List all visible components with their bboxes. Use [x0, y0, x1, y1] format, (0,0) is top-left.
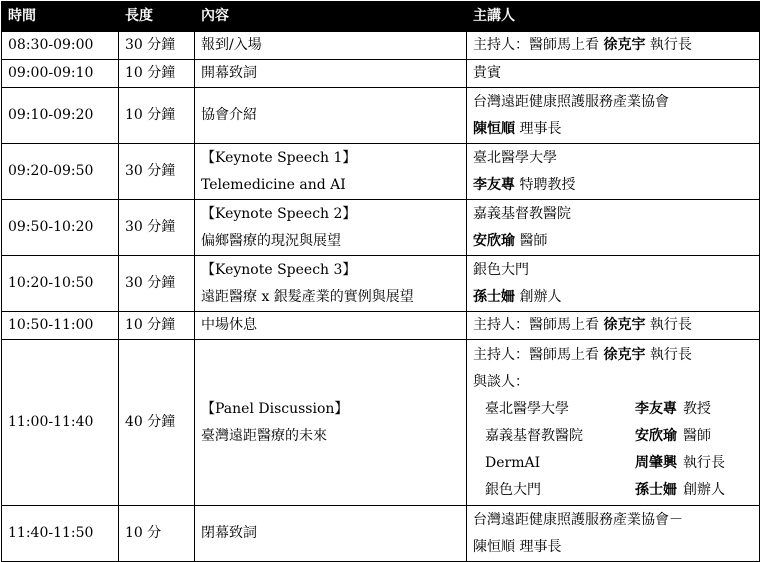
- content-cell: [195, 200, 467, 256]
- speaker-cell: [467, 144, 760, 200]
- panelist: [473, 396, 753, 423]
- speaker-cell: [467, 340, 760, 506]
- host-prefix: 主持人：醫師馬上看: [473, 37, 604, 53]
- duration-cell: 30 分鐘: [119, 256, 195, 312]
- content-cell: [195, 144, 467, 200]
- speaker-org: 嘉義基督教醫院: [473, 205, 571, 222]
- duration-cell: 10 分: [119, 506, 195, 562]
- content-line: 中場休息: [201, 317, 257, 333]
- panelist-name: 安欣瑜: [635, 427, 677, 444]
- session-label: 【Keynote Speech 3】: [201, 261, 357, 278]
- speaker-org: 銀色大門: [473, 261, 529, 278]
- content-cell: [195, 256, 467, 312]
- duration-cell: 10 分鐘: [119, 312, 195, 340]
- speaker-title: 醫師: [515, 232, 548, 249]
- table-row: [2, 256, 760, 312]
- speaker-name: 陳恒順: [473, 120, 515, 137]
- speaker-org: 臺北醫學大學: [473, 149, 557, 166]
- speaker-title: 執行長: [645, 37, 692, 53]
- speaker-cell: [467, 506, 760, 562]
- table-row: [2, 32, 760, 60]
- content-cell: [195, 32, 467, 60]
- panelist-org: 嘉義基督教醫院: [485, 427, 583, 444]
- speaker-cell: [467, 32, 760, 60]
- header-speaker: 主講人: [467, 2, 760, 32]
- duration-cell: 10 分鐘: [119, 88, 195, 144]
- time-cell: 09:10-09:20: [2, 88, 119, 144]
- host-prefix: 主持人：醫師馬上看: [473, 346, 604, 363]
- panelist: [473, 477, 753, 504]
- duration-cell: 30 分鐘: [119, 200, 195, 256]
- panelist-name: 孫士姍: [635, 481, 677, 498]
- panelist-name: 周肇興: [635, 454, 677, 471]
- agenda-table: [1, 1, 760, 562]
- panelist-title: 創辦人: [683, 481, 725, 498]
- time-cell: 11:40-11:50: [2, 506, 119, 562]
- content-cell: [195, 340, 467, 506]
- time-cell: 11:00-11:40: [2, 340, 119, 506]
- speaker-name: 徐克宇: [603, 37, 646, 53]
- content-line: 開幕致詞: [201, 65, 257, 81]
- panelist-title: 教授: [683, 400, 711, 417]
- panelist: [473, 450, 753, 477]
- table-row: [2, 312, 760, 340]
- duration-cell: 10 分鐘: [119, 60, 195, 88]
- session-topic: 遠距醫療 x 銀髮產業的實例與展望: [201, 288, 414, 305]
- table-row: [2, 60, 760, 88]
- panelist-title: 醫師: [683, 427, 711, 444]
- speaker-title: 執行長: [645, 346, 692, 363]
- speaker-title: 理事長: [515, 120, 562, 137]
- speaker-name: 李友專: [473, 176, 515, 193]
- speaker-cell: [467, 312, 760, 340]
- host-prefix: 主持人：醫師馬上看: [473, 317, 604, 333]
- speaker-cell: [467, 200, 760, 256]
- panelist-title: 執行長: [683, 454, 725, 471]
- table-row: [2, 200, 760, 256]
- time-cell: 08:30-09:00: [2, 32, 119, 60]
- session-topic: Telemedicine and AI: [201, 176, 346, 193]
- panelist-org: DermAI: [485, 454, 541, 471]
- speaker-name: 徐克宇: [603, 317, 646, 333]
- speaker-name: 安欣瑜: [473, 232, 515, 249]
- session-label: 【Panel Discussion】: [201, 400, 349, 417]
- header-row: [2, 2, 760, 32]
- table-row: [2, 88, 760, 144]
- speaker-org: 台灣遠距健康照護服務產業協會－: [473, 511, 683, 528]
- content-line: 協會介紹: [201, 107, 257, 123]
- duration-cell: 30 分鐘: [119, 32, 195, 60]
- header-content: 內容: [195, 2, 467, 32]
- header-time: 時間: [2, 2, 119, 32]
- speaker-title: 執行長: [645, 317, 692, 333]
- duration-cell: 40 分鐘: [119, 340, 195, 506]
- speaker-org: 台灣遠距健康照護服務產業協會: [473, 93, 669, 110]
- panelist: [473, 423, 753, 450]
- content-line: 報到/入場: [201, 37, 262, 53]
- content-line: 閉幕致詞: [201, 525, 257, 541]
- session-label: 【Keynote Speech 1】: [201, 149, 357, 166]
- header-duration: 長度: [119, 2, 195, 32]
- panelist-org: 臺北醫學大學: [485, 400, 569, 417]
- time-cell: 09:20-09:50: [2, 144, 119, 200]
- content-cell: [195, 312, 467, 340]
- speaker-title: 特聘教授: [515, 176, 576, 193]
- session-topic: 臺灣遠距醫療的未來: [201, 427, 327, 444]
- speaker-line: 貴賓: [473, 65, 501, 81]
- time-cell: 09:50-10:20: [2, 200, 119, 256]
- content-cell: [195, 506, 467, 562]
- time-cell: 09:00-09:10: [2, 60, 119, 88]
- speaker-cell: [467, 60, 760, 88]
- session-label: 【Keynote Speech 2】: [201, 205, 357, 222]
- speaker-name: 孫士姍: [473, 288, 515, 305]
- session-topic: 偏鄉醫療的現況與展望: [201, 232, 341, 249]
- speaker-title: 創辦人: [515, 288, 562, 305]
- panel-label: 與談人：: [473, 373, 529, 390]
- speaker-name-title: 陳恒順 理事長: [473, 538, 562, 555]
- panelist-name: 李友專: [635, 400, 677, 417]
- speaker-name: 徐克宇: [603, 346, 646, 363]
- table-row: [2, 144, 760, 200]
- table-row: [2, 340, 760, 506]
- panelist-org: 銀色大門: [485, 481, 541, 498]
- content-cell: [195, 88, 467, 144]
- speaker-cell: [467, 88, 760, 144]
- speaker-cell: [467, 256, 760, 312]
- table-row: [2, 506, 760, 562]
- content-cell: [195, 60, 467, 88]
- duration-cell: 30 分鐘: [119, 144, 195, 200]
- time-cell: 10:50-11:00: [2, 312, 119, 340]
- time-cell: 10:20-10:50: [2, 256, 119, 312]
